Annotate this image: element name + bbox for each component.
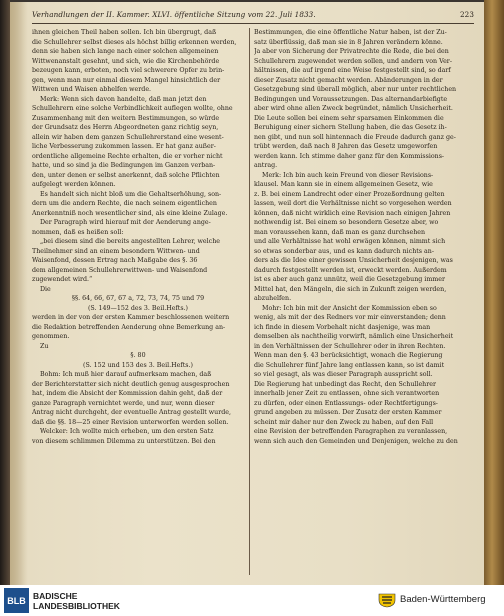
text-line: eine Revision der betreffenden Paragraphen zu veranlassen,	[254, 428, 448, 435]
text-line: ders als die Idee einer gewissen Unsicherheit desjenigen, was	[254, 257, 453, 264]
book-fore-edge	[484, 0, 504, 585]
text-line: in den Verhältnissen der Schullehrer oder in ihren Rechten.	[254, 342, 446, 350]
text-line: hältnissen, die auf irgend eine Weise festgestellt sind, so darf	[254, 67, 451, 74]
blb-logo[interactable]	[4, 588, 29, 613]
text-line: hat, indem die Absicht der Kommission dahin geht, daß der	[32, 390, 223, 397]
text-line: denn sie haben sich lange nach einer solchen allgemeinen	[32, 48, 219, 55]
text-line: aber wird ohne allen Zweck begründet, nämlich Unsicherheit.	[254, 105, 453, 112]
text-line: genommen.	[32, 333, 70, 340]
text-line: innerhalb jener Zeit zu entlassen, ohne sich verantworten	[254, 390, 440, 397]
text-line: Bestimmungen, die eine öffentliche Natur haben, ist der Zu-	[254, 29, 447, 36]
header-rule	[32, 23, 474, 24]
text-line: „bei diesem sind die bereits angestellten Lehrer, welche	[40, 238, 220, 245]
text-line: aufgelegt werden können.	[32, 181, 116, 188]
left-text-column	[32, 28, 244, 446]
text-line: so viel gesagt, als was dieser Paragraph ausspricht soll.	[254, 371, 433, 378]
text-line: Die Regierung hat unbedingt das Recht, den Schullehrer	[254, 380, 436, 388]
footer-bar	[0, 585, 504, 616]
text-line: die Schullehrer fünf Jahre lang entlassen kann, so ist damit	[254, 361, 445, 369]
text-line: antrag.	[254, 162, 278, 169]
text-line: zugewendet wird.“	[32, 276, 93, 283]
text-line: scheint mir daher nur den Zweck zu haben, auf den Fall	[254, 418, 434, 426]
text-line: der Grundsatz des Herrn Abgeordneten ganz richtig seyn,	[32, 124, 219, 131]
text-line: hatte, und so sind ja die Bedingungen im Ganzen verban-	[32, 162, 216, 169]
text-line: Schullehrern eine solche Verbindlichkeit auflegen wollte, ohne	[32, 105, 233, 112]
bw-label: Baden-Württemberg	[400, 594, 486, 605]
running-header	[32, 10, 474, 22]
text-line: dem allgemeinen Schullehrerwittwen- und Waisenfond	[32, 266, 208, 274]
text-line: ich finde in diesem Vorbehalt nicht dasjenige, was man	[254, 323, 431, 331]
text-line: grund angeben zu müssen. Der Zusatz der ersten Kammer	[254, 409, 442, 416]
text-line: z. B. bei einem Landrecht oder einer Prozeßordnung gelten	[254, 190, 445, 198]
text-line: Waisenfond, dessen Ertrag nach Maßgabe des §. 36	[32, 257, 198, 264]
text-line: Bedingungen und Voraussetzungen. Das alternandarbiefigte	[254, 95, 448, 103]
text-line: Wenn man den §. 43 berücksichtigt, wonach die Regierung	[254, 352, 443, 359]
text-line: (S. 149—152 des 3. Beil.Hefts.)	[87, 304, 189, 312]
right-text-column	[254, 28, 468, 446]
bw-coat-of-arms-icon	[378, 593, 396, 608]
text-line: daß die §§. 18—25 einer Revision unterworfen werden sollen.	[32, 418, 229, 426]
text-line: wenn sich auch den Gemeinden und Denjenigen, welche zu den	[254, 437, 458, 445]
running-header-title: Verhandlungen der II. Kammer. XLVI. öffentliche Sitzung vom 22. Juli 1833.	[32, 10, 316, 19]
text-line: Merk: Wenn sich davon handelte, daß man jetzt den	[40, 95, 207, 103]
text-line: man voraussehen kann, daß man es ganz durchsehen	[254, 228, 426, 236]
text-line: gen, wenn man nur einmal diesem Mangel hinsichtlich der	[32, 76, 221, 84]
text-line: ist es aber auch ganz unnütz, weil die Gesetzgebung immer	[254, 276, 445, 283]
text-line: Welcker: Ich wollte mich erheben, um den ersten Satz	[40, 428, 214, 435]
text-line: bezeugen kann, erboten, noch viel schwerere Opfer zu brin-	[32, 67, 225, 74]
text-line: Gesetzgebung sind überall möglich, aber nur unter rechtlichen	[254, 86, 457, 93]
text-line: klausel. Man kann sie in einem allgemeinen Gesetz, wie	[254, 181, 433, 188]
text-line: wenig, als mit der des Redners vor mir einverstanden; denn	[254, 314, 446, 321]
text-line: Schullehrern zugewendet werden sollen, und andern von Ver-	[254, 57, 452, 65]
blb-logo-text: BLB	[7, 595, 26, 606]
text-line: Es handelt sich nicht bloß um die Gehaltserhöhung, son-	[40, 190, 222, 198]
text-line: nommen, daß es heißen soll:	[32, 228, 124, 236]
text-line: abzuhelfen.	[254, 295, 292, 302]
text-line: werden kann. Ich stimme daher ganz für den Kommissions-	[254, 152, 445, 160]
text-line: Mohr: Ich bin mit der Ansicht der Kommission eben so	[262, 304, 437, 312]
text-line: Zu	[40, 342, 49, 350]
text-line: trübt werden, daß nach 8 Jahren das Gesetz umgeworfen	[254, 143, 438, 150]
text-line: Theilnehmer sind an einem besondern Wittwen- und	[32, 247, 200, 255]
text-line: §§. 64, 66, 67, 67 a, 72, 73, 74, 75 und 79	[71, 295, 205, 302]
text-line: Bohm: Ich muß hier darauf aufmerksam machen, daß	[40, 371, 212, 378]
text-line: können, daß nicht wirklich eine Revision nach einigen Jahren	[254, 209, 451, 217]
text-line: nen gibt, und nun soll hintennach die Freude dadurch ganz ge-	[254, 133, 456, 141]
text-line: Mittel hat, den Mängeln, die sich in Zukunft zeigen werden,	[254, 285, 447, 293]
blb-name-line1: BADISCHE	[33, 591, 78, 601]
text-line: Die Leute sollen bei einem sehr sparsamen Einkommen die	[254, 114, 444, 122]
text-line: von diesem schlimmen Dilemma zu unterstützen. Bei den	[32, 437, 216, 445]
text-line: ihnen gleichen Theil haben sollen. Ich bin übergrugt, daß	[32, 29, 217, 36]
text-line: demselben als nachtheilig vorwirft, nämlich eine Unsicherheit	[254, 333, 454, 340]
text-line: zu dürfen, oder einen Entlassungs- oder Rechtfertigungs-	[254, 399, 438, 407]
text-line: §. 80	[130, 352, 146, 359]
text-line: Wittwen und Waisen abhelfen werde.	[32, 86, 152, 93]
text-line: die Schullehrer selbst dieses als höchst billig erkennen werden,	[32, 38, 237, 46]
text-line: Beruhigung einer sichern Stellung haben, die das Gesetz ih-	[254, 124, 447, 131]
text-line: Die	[40, 285, 51, 293]
text-line: Merk: Ich bin auch kein Freund von dieser Revisions-	[262, 171, 434, 179]
text-line: Wittwenanstalt gesehnt, und sich, wie die Kirchenbehörde	[32, 57, 220, 65]
text-line: Antrag nicht durchgeht, der eventuelle Antrag gestellt wurde,	[32, 409, 231, 416]
text-line: allein wir haben dem ganzen Schullehrerstand eine wesent-	[32, 133, 224, 141]
text-line: so etwas sonderbar aus, und es kann dadurch nichts an-	[254, 247, 434, 255]
column-divider	[249, 28, 250, 575]
book-page	[10, 2, 486, 585]
text-line: ganze Paragraph vernichtet werde, und nur, wenn dieser	[32, 399, 215, 407]
text-line: die Redaktion betreffenden Aenderung ohne Bemerkung an-	[32, 323, 226, 331]
page-number: 223	[459, 10, 474, 19]
text-line: nothwendig ist. Bei einem so besondern Gesetze aber, wo	[254, 219, 439, 226]
text-line: ordentliche allgemeine Rechte erhalten, die er vorher nicht	[32, 152, 223, 160]
text-line: liche Verbesserung zukommen lassen. Er hat ganz außer-	[32, 143, 216, 150]
text-line: Der Paragraph wird hierauf mit der Aenderung ange-	[40, 219, 211, 226]
text-line: und alle Verhältnisse hat wohl erwägen können, nimmt sich	[254, 238, 446, 245]
text-line: den, unter denen er selbst anerkennt, daß solche Pflichten	[32, 171, 220, 179]
page-gutter-shadow	[10, 2, 28, 585]
text-line: der Berichterstatter sich nicht deutlich genug ausgesprochen	[32, 380, 230, 388]
text-line: Zusammenhang mit den weitern Bestimmungen, so würde	[32, 114, 220, 122]
text-line: (S. 152 und 153 des 3. Beil.Hefts.)	[83, 361, 193, 369]
text-line: dadurch festgestellt werden ist, erweckt werden. Außerdem	[254, 266, 447, 274]
book-left-edge	[0, 0, 10, 585]
text-line: werden in der von der ersten Kammer beschlossenen weitern	[32, 314, 230, 321]
text-line: lassen, weil dort die Verhältnisse nicht so vorgesehen werden	[254, 200, 452, 207]
blb-name	[33, 591, 120, 611]
text-line: dieser Zusatz nicht gemacht werden. Abänderungen in der	[254, 76, 443, 84]
text-line: dern um die andern Rechte, die nach seinem eigentlichen	[32, 200, 217, 207]
text-line: satz überflüssig, daß man sie in 8 Jahren verändern könne.	[254, 38, 443, 46]
text-line: Anerkenntniß noch wesentlicher sind, als eine kleine Zulage.	[32, 209, 228, 217]
blb-name-line2: LANDESBIBLIOTHEK	[33, 601, 120, 611]
text-line: Ja aber von Sicherung der Privatrechte die Rede, die bei den	[254, 48, 449, 55]
